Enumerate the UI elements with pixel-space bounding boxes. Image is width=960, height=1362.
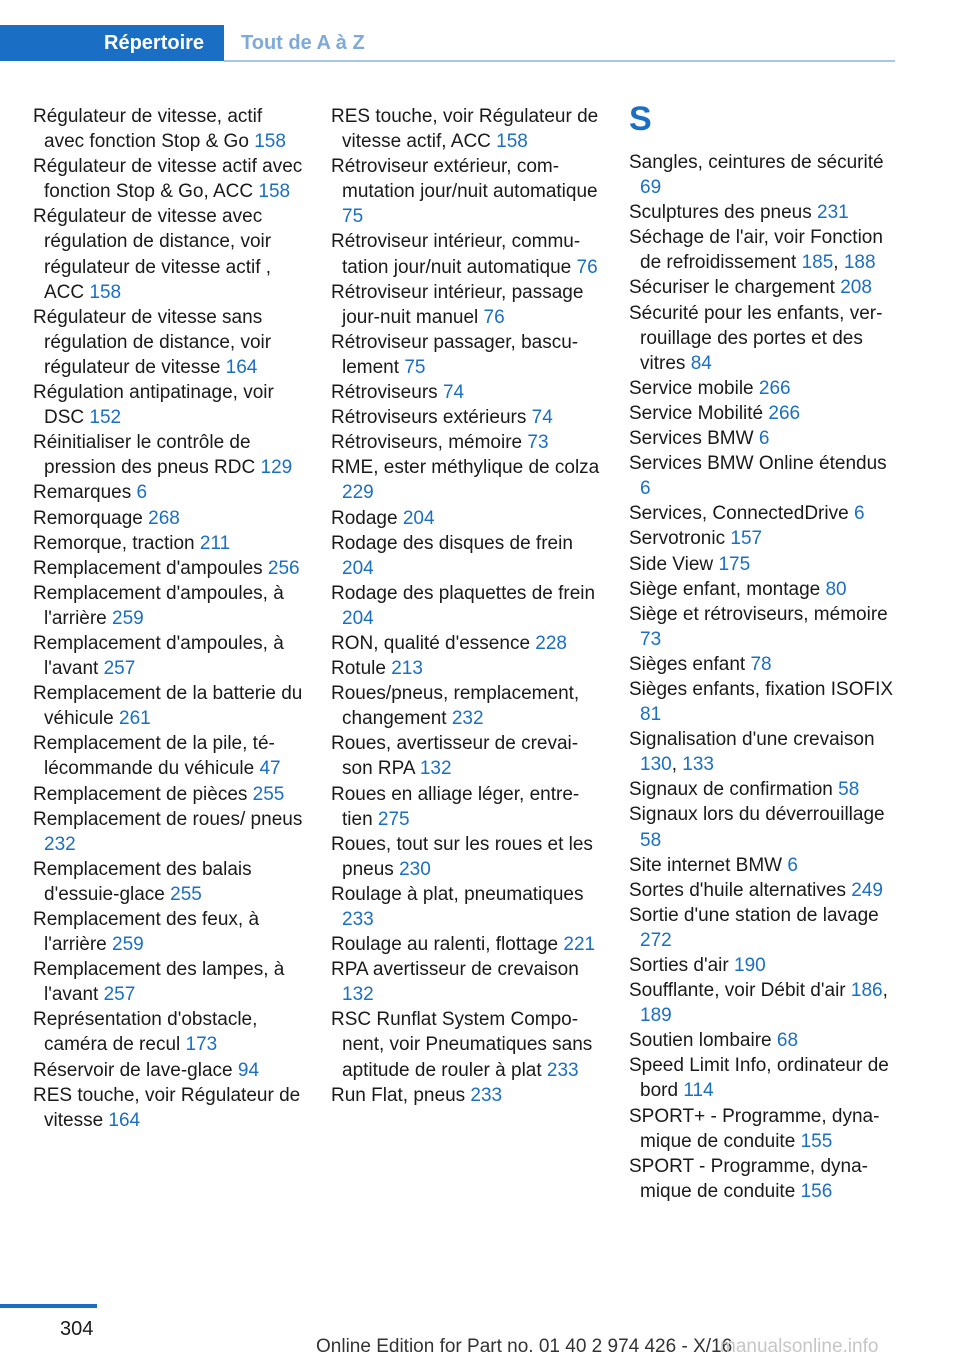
index-entry	[33, 506, 303, 531]
index-column-1	[33, 104, 303, 1133]
index-entry	[629, 903, 899, 953]
index-term: Remplacement d'ampoules, à l'arrière	[33, 582, 284, 629]
index-entry	[629, 451, 899, 501]
page-reference-link[interactable]: 114	[683, 1080, 714, 1102]
index-term: SPORT - Programme, dynamique de conduite	[629, 1155, 868, 1202]
index-entry	[33, 807, 303, 857]
page-reference-link[interactable]: 132	[419, 758, 452, 780]
index-term: Service Mobilité	[629, 402, 764, 424]
index-term: Rétroviseur passager, basculement	[331, 331, 579, 378]
index-term: Séchage de l'air, voir Fonction de refroidissement	[629, 227, 883, 274]
index-term: Siège enfant, montage	[629, 578, 821, 600]
page-reference-link[interactable]: 204	[402, 507, 435, 529]
index-term: Rodage des disques de frein	[331, 532, 573, 554]
page-reference-link[interactable]: 156	[800, 1180, 833, 1202]
page-reference-link[interactable]: 228	[535, 632, 567, 654]
index-term: Rétroviseur intérieur, passage jour-nuit manuel	[331, 281, 584, 328]
index-entry	[331, 882, 601, 932]
page-reference-link[interactable]: 272	[640, 929, 672, 951]
index-entry	[33, 782, 303, 807]
index-entry	[629, 878, 899, 903]
page-reference-link[interactable]: 58	[838, 779, 860, 801]
index-term: Remplacement des lampes, à l'avant	[33, 959, 285, 1006]
page-reference-link[interactable]: 6	[136, 482, 148, 504]
index-term: Sculptures des pneus	[629, 202, 812, 224]
page-reference-link[interactable]: 190	[734, 955, 766, 976]
page-reference-link[interactable]: 155	[800, 1130, 833, 1152]
index-entry	[33, 305, 303, 380]
page-reference-link[interactable]: 268	[148, 507, 180, 529]
index-term: Remplacement de la pile, télécommande du véhicule	[33, 733, 275, 780]
page-reference-link[interactable]: 75	[404, 356, 426, 378]
index-term: Roulage à plat, pneumatiques	[331, 883, 584, 905]
index-term: RON, qualité d'essence	[331, 632, 531, 654]
index-entry	[33, 957, 303, 1007]
index-entry	[331, 229, 601, 279]
index-entry	[331, 154, 601, 229]
page-reference-link[interactable]: 232	[451, 708, 484, 730]
page-reference-link[interactable]: 75	[342, 206, 364, 228]
index-entry	[331, 782, 601, 832]
page-reference-link[interactable]: 58	[640, 829, 662, 851]
index-term: Roues/pneus, remplacement, changement	[331, 683, 580, 730]
index-term: Sécuriser le chargement	[629, 277, 835, 299]
index-entry	[33, 204, 303, 304]
index-term: Sièges enfant	[629, 653, 746, 675]
index-term: Sangles, ceintures de sécurité	[629, 152, 884, 173]
index-entry	[629, 1104, 899, 1154]
page-reference-link[interactable]: 84	[690, 352, 712, 374]
index-term: Remplacement des feux, à l'arrière	[33, 909, 260, 956]
index-term: Remplacement d'ampoules	[33, 557, 263, 579]
index-entry	[629, 301, 899, 376]
index-term: Roues en alliage léger, entretien	[331, 783, 580, 830]
index-term: Soufflante, voir Débit d'air	[629, 980, 846, 1002]
page-reference-link[interactable]: 221	[563, 934, 596, 956]
page-reference-link[interactable]: 68	[776, 1030, 799, 1052]
index-term: Sortes d'huile alternatives	[629, 879, 846, 901]
index-entry	[331, 455, 601, 505]
index-entry	[629, 602, 899, 652]
index-entry	[629, 501, 899, 526]
page-reference-link[interactable]: 229	[342, 482, 374, 504]
index-entry	[331, 581, 601, 631]
page-reference-link[interactable]: 249	[851, 879, 883, 901]
index-entry	[629, 652, 899, 677]
index-term: Remplacement de roues/ pneus	[33, 808, 303, 830]
page-reference-link[interactable]: 74	[442, 382, 465, 404]
page-reference-link[interactable]: 204	[342, 557, 374, 579]
index-entry	[33, 480, 303, 505]
index-entry	[629, 1154, 899, 1204]
index-term: RES touche, voir Régulateur de vitesse	[33, 1084, 301, 1131]
page-reference-link[interactable]: 213	[391, 658, 423, 680]
index-term: Rétroviseur extérieur, commutation jour/nuit automatique	[331, 156, 598, 203]
index-term: SPORT+ - Programme, dynamique de conduite	[629, 1105, 880, 1152]
index-entry	[629, 376, 899, 401]
page-reference-link[interactable]: 189	[640, 1005, 672, 1027]
header-tabs	[0, 25, 404, 61]
page-reference-link[interactable]: 6	[640, 478, 651, 500]
page-reference-link[interactable]: 231	[817, 202, 849, 224]
page-reference-link[interactable]: 129	[260, 457, 293, 479]
index-entry	[33, 1083, 303, 1133]
index-entry	[331, 280, 601, 330]
page-reference-link[interactable]: 233	[546, 1059, 579, 1081]
page-reference-link[interactable]: 158	[254, 131, 286, 153]
page-reference-link[interactable]: 6	[853, 503, 865, 525]
index-entry	[629, 577, 899, 602]
page-reference-link[interactable]: 158	[89, 281, 122, 303]
page-reference-link[interactable]: 73	[640, 628, 662, 650]
index-term: Rodage	[331, 507, 398, 529]
page-reference-link[interactable]: 256	[267, 557, 300, 579]
index-entry	[331, 832, 601, 882]
tab-repertoire[interactable]: Répertoire	[0, 25, 224, 61]
index-entry	[629, 802, 899, 852]
index-term: Remplacement de pièces	[33, 783, 248, 805]
page-reference-link[interactable]: 204	[342, 607, 374, 629]
index-term: Roues, tout sur les roues et les pneus	[331, 833, 593, 880]
page-reference-link[interactable]: 186	[850, 980, 883, 1002]
index-term: Service mobile	[629, 377, 754, 399]
page-reference-link[interactable]: 158	[258, 181, 291, 203]
index-entry	[629, 1028, 899, 1053]
page-reference-link[interactable]: 208	[840, 277, 872, 299]
page-reference-link[interactable]: 73	[527, 432, 549, 454]
index-term: Soutien lombaire	[629, 1030, 772, 1052]
page-reference-link[interactable]: 47	[259, 758, 281, 780]
page-reference-link[interactable]: 152	[89, 407, 122, 429]
index-term: Représentation d'obstacle, caméra de recul	[33, 1009, 258, 1056]
index-entry	[331, 380, 601, 405]
index-entry	[331, 1083, 601, 1108]
index-term: Régulation antipatinage, voir DSC	[33, 382, 274, 429]
index-term: Rétroviseurs, mémoire	[331, 432, 523, 454]
page-reference-link[interactable]: 232	[44, 833, 76, 855]
index-term: Signalisation d'une crevaison	[629, 729, 875, 751]
index-entry	[331, 681, 601, 731]
watermark: manualsonline.info	[720, 1336, 879, 1357]
index-term: Sécurité pour les enfants, verrouillage des portes et des vitres	[629, 302, 883, 374]
index-entry	[629, 275, 899, 300]
page-reference-link[interactable]: 6	[758, 428, 770, 450]
page-reference-link[interactable]: 261	[119, 708, 151, 730]
index-term: Services BMW Online étendus	[629, 453, 887, 475]
index-entry	[33, 430, 303, 480]
index-term: Remplacement des balais d'essuie-glace	[33, 858, 252, 905]
page-reference-link[interactable]: 76	[576, 256, 598, 278]
page-reference-link[interactable]: 173	[185, 1034, 218, 1056]
index-entry	[33, 681, 303, 731]
index-term: Siège et rétroviseurs, mémoire	[629, 603, 888, 625]
index-term: Rétroviseurs	[331, 382, 438, 404]
index-entry	[331, 430, 601, 455]
index-entry	[33, 857, 303, 907]
page-reference-link[interactable]: 233	[470, 1084, 503, 1106]
index-term: Remplacement d'ampoules, à l'avant	[33, 632, 284, 680]
index-term: Réinitialiser le contrôle de pression des pneus RDC	[33, 432, 256, 479]
page-reference-link[interactable]: 233	[342, 909, 374, 930]
index-term: Rotule	[331, 658, 386, 680]
index-term: Run Flat, pneus	[331, 1084, 466, 1106]
page-reference-link[interactable]: 80	[825, 578, 847, 600]
index-term: Side View	[629, 553, 714, 575]
page-reference-link[interactable]: 76	[483, 306, 505, 328]
index-column-2	[331, 104, 601, 1108]
index-entry: Signalisation d'une crevaison 130, 133	[629, 729, 875, 776]
page-reference-link[interactable]: 130	[640, 754, 672, 776]
index-term: Régulateur de vitesse sans régulation de distance, voir régulateur de vitesse	[33, 306, 272, 378]
index-term: RPA avertisseur de crevaison	[331, 959, 579, 981]
index-entry	[331, 330, 601, 380]
index-term: Régulateur de vitesse actif avec fonction Stop & Go, ACC	[33, 156, 303, 203]
index-term: Services BMW	[629, 428, 754, 450]
index-entry	[629, 150, 899, 200]
index-term: Signaux lors du déverrouillage	[629, 804, 885, 826]
index-entry	[629, 677, 899, 727]
page-reference-link[interactable]: 211	[199, 532, 231, 554]
page-reference-link[interactable]: 132	[342, 984, 374, 1006]
page-reference-link[interactable]: 94	[237, 1059, 260, 1081]
page-reference-link[interactable]: 69	[640, 177, 662, 199]
index-term: Remplacement de la batterie du véhicule	[33, 683, 303, 730]
index-term: Remorque, traction	[33, 532, 195, 554]
page-reference-link[interactable]: 6	[787, 854, 798, 876]
index-entry: Soufflante, voir Débit d'air 186, 189	[629, 980, 888, 1027]
index-term: Services, ConnectedDrive	[629, 503, 849, 525]
page-reference-link[interactable]: 74	[531, 407, 553, 429]
edition-note: Online Edition for Part no. 01 40 2 974 426 - X/16	[316, 1336, 733, 1357]
index-entry	[331, 932, 601, 957]
page-reference-link[interactable]: 255	[252, 783, 285, 805]
index-entry	[629, 401, 899, 426]
index-entry	[33, 907, 303, 957]
index-entry: Séchage de l'air, voir Fonction de refroidissement 185, 188	[629, 227, 883, 274]
page-reference-link[interactable]: 78	[750, 653, 772, 675]
index-entry	[629, 426, 899, 451]
index-entry	[331, 656, 601, 681]
index-entry	[629, 953, 899, 978]
index-entry	[33, 556, 303, 581]
index-term: Rétroviseurs extérieurs	[331, 407, 527, 429]
index-term: Régulateur de vitesse avec régulation de distance, voir régulateur de vitesse actif , ACC	[33, 206, 272, 303]
page-reference-link[interactable]: 188	[843, 252, 876, 274]
page-reference-link[interactable]: 185	[801, 252, 834, 274]
page-reference-link[interactable]: 255	[170, 883, 202, 905]
index-entry	[331, 1007, 601, 1082]
page-reference-link[interactable]: 158	[496, 131, 528, 153]
index-term: Rodage des plaquettes de frein	[331, 582, 596, 604]
index-entry	[331, 631, 601, 656]
page-reference-link[interactable]: 259	[112, 607, 144, 629]
index-entry	[629, 777, 899, 802]
index-entry	[629, 526, 899, 551]
index-entry	[33, 631, 303, 681]
page-reference-link[interactable]: 133	[682, 754, 714, 776]
index-entry	[331, 104, 601, 154]
index-entry	[331, 531, 601, 581]
index-column-3	[629, 100, 899, 1204]
index-entry	[33, 380, 303, 430]
page-reference-link[interactable]: 230	[399, 858, 431, 880]
page-reference-link[interactable]: 81	[640, 704, 662, 726]
index-term: Remorquage	[33, 507, 143, 529]
index-term: Servotronic	[629, 528, 726, 550]
index-term: Site internet BMW	[629, 854, 783, 876]
index-term: Sorties d'air	[629, 955, 729, 976]
index-term: Réservoir de lave-glace	[33, 1059, 233, 1081]
index-term: Sièges enfants, fixation ISOFIX	[629, 678, 894, 700]
index-term: Roues, avertisseur de crevaison RPA	[331, 733, 579, 780]
index-entry	[629, 552, 899, 577]
index-entry	[33, 531, 303, 556]
footer-accent-bar	[0, 1304, 97, 1308]
index-entry	[33, 104, 303, 154]
page-reference-link[interactable]: 164	[225, 356, 258, 378]
tab-a-to-z[interactable]: Tout de A à Z	[241, 32, 365, 54]
index-entry	[33, 1058, 303, 1083]
index-term: Remarques	[33, 482, 132, 504]
page-reference-link[interactable]: 259	[112, 934, 144, 956]
page-reference-link[interactable]: 257	[103, 658, 136, 680]
page-reference-link[interactable]: 266	[758, 377, 791, 399]
index-entry	[331, 405, 601, 430]
index-term: Speed Limit Info, ordinateur de bord	[629, 1055, 889, 1102]
page-reference-link[interactable]: 257	[103, 984, 136, 1006]
index-term: Régulateur de vitesse, actif avec fonction Stop & Go	[33, 106, 263, 153]
page-reference-link[interactable]: 164	[108, 1109, 141, 1131]
page-reference-link[interactable]: 175	[718, 553, 751, 575]
index-entry	[33, 1007, 303, 1057]
index-term: Rétroviseur intérieur, commutation jour/nuit automatique	[331, 231, 581, 278]
index-entry	[331, 506, 601, 531]
header-rule	[224, 60, 895, 62]
index-entry	[331, 957, 601, 1007]
index-entry	[33, 731, 303, 781]
index-entry	[629, 853, 899, 878]
index-term: Signaux de confirmation	[629, 779, 833, 801]
page-reference-link[interactable]: 275	[377, 808, 410, 830]
index-entry	[629, 200, 899, 225]
section-letter: S	[629, 100, 652, 138]
index-entry	[629, 1053, 899, 1103]
index-term: RME, ester méthylique de colza	[331, 457, 600, 479]
page-number: 304	[60, 1318, 94, 1340]
page-reference-link[interactable]: 266	[768, 402, 801, 424]
index-term: Roulage au ralenti, flottage	[331, 934, 559, 956]
index-entry	[331, 731, 601, 781]
index-entry	[33, 581, 303, 631]
page-reference-link[interactable]: 157	[730, 528, 763, 550]
index-term: RSC Runflat System Component, voir Pneumatiques sans aptitude de rouler à plat	[331, 1009, 593, 1081]
index-term: RES touche, voir Régulateur de vitesse actif, ACC	[331, 106, 599, 153]
index-term: Sortie d'une station de lavage	[629, 904, 879, 926]
index-entry	[33, 154, 303, 204]
